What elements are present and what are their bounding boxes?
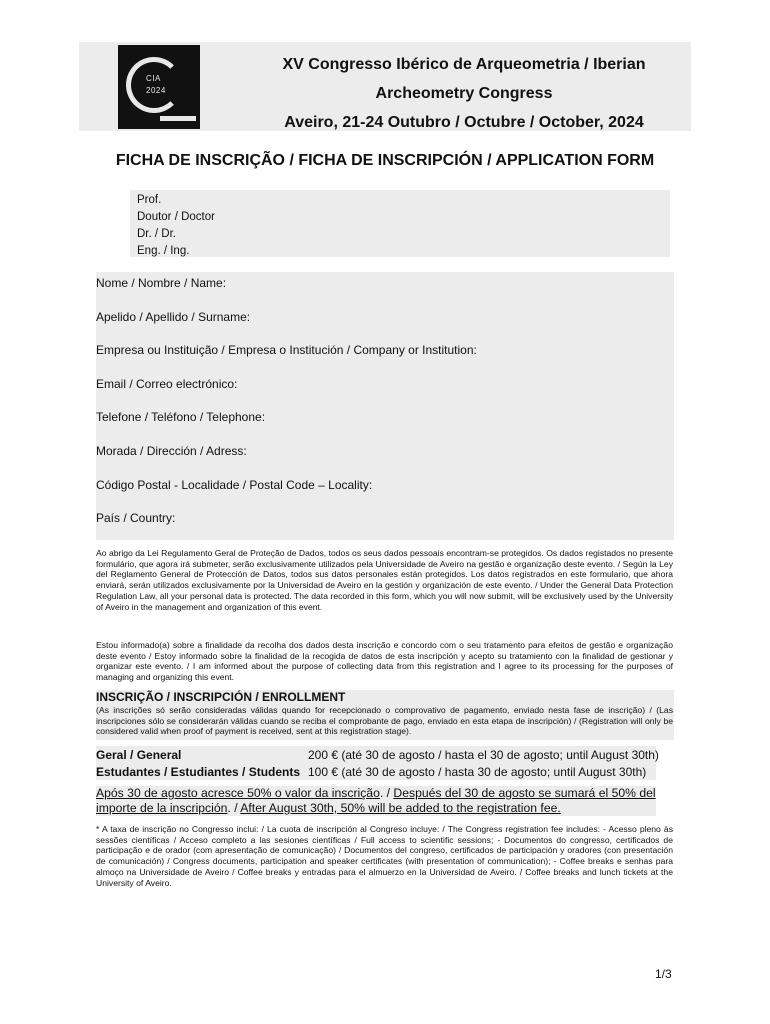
country-label: País / Country: — [96, 511, 176, 525]
form-title: FICHA DE INSCRIÇÃO / FICHA DE INSCRIPCIÓN / APPLICATION FORM — [115, 152, 655, 169]
title-option-eng[interactable]: Eng. / Ing. — [137, 245, 190, 257]
page-number: 1/3 — [655, 967, 672, 981]
title-option-doctor[interactable]: Doutor / Doctor — [137, 211, 215, 223]
logo-bar-icon — [160, 116, 196, 121]
institution-input[interactable] — [96, 360, 674, 374]
surcharge-notice: Após 30 de agosto acresce 50% o valor da inscrição. / Después del 30 de agosto se sumará el 50% del importe de la inscripción. / After August 30th, 50% will be added to the registration fee. — [96, 786, 656, 815]
name-input[interactable] — [96, 292, 674, 306]
postal-code-input[interactable] — [96, 496, 674, 510]
surcharge-pt: Após 30 de agosto acresce 50% o valor da inscrição — [96, 786, 380, 800]
general-fee-label: Geral / General — [96, 748, 182, 762]
surname-label: Apelido / Apellido / Surname: — [96, 310, 251, 324]
surname-input[interactable] — [96, 326, 674, 340]
title-option-prof[interactable]: Prof. — [137, 194, 162, 206]
telephone-label: Telefone / Teléfono / Telephone: — [96, 410, 266, 424]
surcharge-en: After August 30th, 50% will be added to the registration fee. — [240, 801, 561, 815]
students-fee-value: 100 € (até 30 de agosto / hasta 30 de agosto; until August 30th) — [308, 765, 647, 779]
general-fee-value: 200 € (até 30 de agosto / hasta el 30 de agosto; until August 30th) — [308, 748, 659, 762]
postal-code-label: Código Postal - Localidade / Postal Code – Locality: — [96, 478, 373, 492]
privacy-notice: Ao abrigo da Lei Regulamento Geral de Proteção de Dados, todos os seus dados pessoais encontram-se protegidos. Os dados registados no presente formulário, que agora irá submeter, serão exclusivamente utilizados pela Universidade de Aveiro na gestão e organização deste evento. / Según la Ley del Reglamento General de Protección de Datos, todos sus datos personales están protegidos. Los datos registrados en este formulario, que ahora enviará, serán utilizados exclusivamente por la Universidad de Aveiro en la gestión y organización de este evento. / Under the General Data Protection Regulation Law, all your personal data is protected. The data recorded in this form, which you will now submit, will be exclusively used by the University of Aveiro in the management and organization of this event. — [96, 548, 673, 612]
title-options — [137, 192, 215, 260]
logo-text: CIA 2024 — [146, 74, 166, 95]
surcharge-es: Después del 30 de agosto se sumará el 50% del importe de la inscripción — [96, 786, 656, 815]
congress-title: XV Congresso Ibérico de Arqueometria / Iberian Archeometry Congress Aveiro, 21-24 Outubro / Octubre / October, 2024 — [282, 56, 646, 131]
name-label: Nome / Nombre / Name: — [96, 276, 227, 290]
title-option-dr[interactable]: Dr. / Dr. — [137, 228, 176, 240]
field-shade — [96, 510, 674, 530]
students-fee-label: Estudantes / Estudiantes / Students — [96, 765, 301, 779]
country-input[interactable] — [96, 530, 674, 540]
congress-logo — [118, 45, 200, 129]
address-input[interactable] — [96, 462, 674, 476]
fee-includes: * A taxa de inscrição no Congresso inclui: / La cuota de inscripción al Congreso incluye: / The Congress registration fee includes: - Acesso pleno às sessões científicas / Acceso completo a las sesiones científicas / Full access to scientific sessions; - Documentos do congresso, certificados de participação e de orador (com apresentação de comunicação) / Documentos del congreso, certificados de participación y oradores (con presentación de comunicación) / Congress documents, participation and speaker certificates (with presentation of communication); - Coffee breaks e senhas para almoço na Universidade de Aveiro / Coffee breaks y entradas para el almuerzo en la Universidad de Aveiro. / Coffee breaks and lunch tickets at the University of Aveiro. — [96, 824, 673, 888]
address-label: Morada / Dirección / Adress: — [96, 444, 247, 458]
title-checkbox-column[interactable] — [96, 190, 130, 257]
consent-statement: Estou informado(a) sobre a finalidade da recolha dos dados desta inscrição e concordo com o seu tratamento para efeitos de gestão e organização deste evento / Estoy informado sobre la finalidad de la recogida de datos de esta inscripción y acepto su tratamiento con la finalidad de gestionar y organizar este evento. / I am informed about the purpose of collecting data from this registration and I agree to its processing for the purposes of managing and organizing this event. — [96, 640, 673, 683]
enrollment-title: INSCRIÇÃO / INSCRIPCIÓN / ENROLLMENT — [96, 690, 346, 704]
email-label: Email / Correo electrónico: — [96, 377, 238, 391]
institution-label: Empresa ou Instituição / Empresa o Institución / Company or Institution: — [96, 343, 477, 357]
email-input[interactable] — [96, 394, 674, 408]
telephone-input[interactable] — [96, 428, 674, 442]
enrollment-note: (As inscrições só serão consideradas válidas quando for recepcionado o comprovativo de pagamento, enviado nesta fase de inscrição) / (Las inscripciones sólo se considerarán válidas cuando se reciba el comprobante de pago, enviado en esta etapa de inscripción) / (Registration will only be considered valid when proof of payment is received, sent at this registration stage). — [96, 705, 673, 737]
